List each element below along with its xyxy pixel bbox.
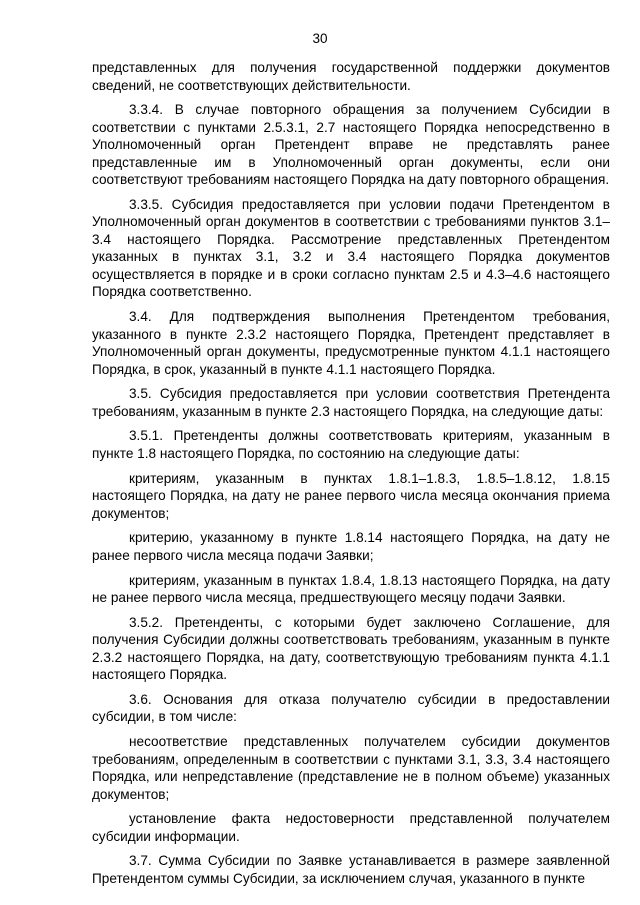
paragraph-3-6: 3.6. Основания для отказа получателю субсидии в предоставлении субсидии, в том числе: [92, 691, 610, 725]
paragraph-3-5: 3.5. Субсидия предоставляется при условии соответствия Претендента требованиям, указанным в пункте 2.3 настоящего Порядка, на следующие даты: [92, 386, 610, 419]
paragraph-3-3-5: 3.3.5. Субсидия предоставляется при условии подачи Претендентом в Уполномоченный орган документов в соответствии с требованиями пунктов 3.1–3.4 настоящего Порядка. Рассмотрение представленных Претендентом указанных в пунктах 3.1, 3.2 и 3.4 настоящего Порядка документов осуществляется в порядке и в сроки согласно пунктам 2.5 и 4.3–4.6 настоящего Порядка соответственно. [92, 196, 610, 300]
paragraph-3-5-1: 3.5.1. Претенденты должны соответствовать критериям, указанным в пункте 1.8 настоящего Порядка, по состоянию на следующие даты: [92, 428, 610, 461]
list-item-criteria-3: критериям, указанным в пунктах 1.8.4, 1.8.13 настоящего Порядка, на дату не ранее первого числа месяца, предшествующего месяцу подачи Заявки. [92, 572, 610, 605]
list-item-criteria-2: критерию, указанному в пункте 1.8.14 настоящего Порядка, на дату не ранее первого числа месяца подачи Заявки; [92, 530, 610, 563]
list-item-refusal-2: установление факта недостоверности представленной получателем субсидии информации. [92, 811, 610, 844]
paragraph-3-3-4: 3.3.4. В случае повторного обращения за получением Субсидии в соответствии с пунктами 2.5.3.1, 2.7 настоящего Порядка непосредственно в Уполномоченный орган Претендент вправе не представлять ранее представленные им в Уполномоченный орган документы, если они соответствуют требованиям настоящего Порядка на дату повторного обращения. [92, 102, 610, 188]
paragraph-continuation: представленных для получения государственной поддержки документов сведений, не соответствующих действительности. [92, 60, 610, 93]
paragraph-3-4: 3.4. Для подтверждения выполнения Претендентом требования, указанного в пункте 2.3.2 настоящего Порядка, Претендент представляет в Уполномоченный орган документы, предусмотренные пунктом 4.1.1 настоящего Порядка, в срок, указанный в пункте 4.1.1 настоящего Порядка. [92, 309, 610, 377]
page-number: 30 [312, 31, 328, 46]
list-item-refusal-1: несоответствие представленных получателем субсидии документов требованиям, определенным в соответствии с пунктами 3.1, 3.3, 3.4 настоящего Порядка, или непредставление (представление не в полном объеме) указанных документов; [92, 734, 610, 802]
document-body [92, 59, 610, 895]
paragraph-3-5-2: 3.5.2. Претенденты, с которыми будет заключено Соглашение, для получения Субсидии должны соответствовать требованиям, указанным в пункте 2.3.2 настоящего Порядка, на дату, соответствующую требованиям пункта 4.1.1 настоящего Порядка. [92, 614, 610, 683]
paragraph-3-7: 3.7. Сумма Субсидии по Заявке устанавливается в размере заявленной Претендентом суммы Субсидии, за исключением случая, указанного в пункте [92, 853, 610, 886]
list-item-criteria-1: критериям, указанным в пунктах 1.8.1–1.8.3, 1.8.5–1.8.12, 1.8.15 настоящего Порядка, на дату не ранее первого числа месяца окончания приема документов; [92, 470, 610, 521]
